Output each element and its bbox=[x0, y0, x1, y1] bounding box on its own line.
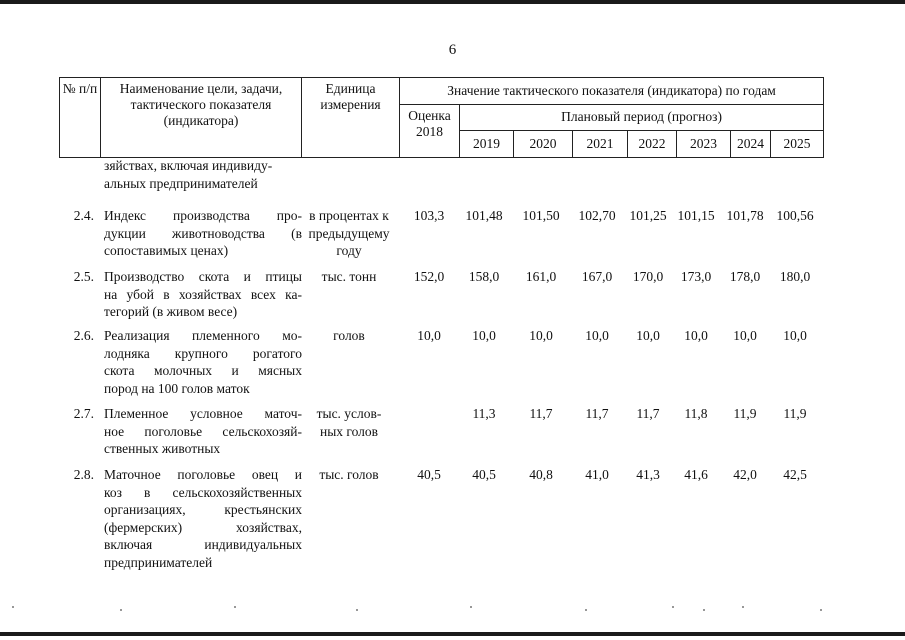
row-number: 2.5. bbox=[73, 269, 94, 284]
row-value: 11,7 bbox=[585, 406, 609, 421]
row-number: 2.4. bbox=[73, 208, 94, 223]
row-name bbox=[104, 466, 302, 571]
header-year: 2019 bbox=[460, 131, 514, 158]
row-value: 42,5 bbox=[783, 467, 807, 482]
row-value: 41,6 bbox=[684, 467, 708, 482]
row-value: 10,0 bbox=[417, 328, 441, 343]
row-value: 100,56 bbox=[776, 208, 814, 223]
row-value: 11,7 bbox=[636, 406, 660, 421]
row-name-line: на убой в хозяйствах всех ка- bbox=[104, 286, 302, 302]
row-value: 101,48 bbox=[465, 208, 503, 223]
row-unit-line: в процентах к bbox=[309, 208, 389, 223]
row-name-line: Маточное поголовье овец и bbox=[104, 467, 302, 482]
scan-speck bbox=[12, 606, 14, 608]
row-name-line: пород на 100 голов маток bbox=[104, 380, 250, 396]
row-name-line: лодняка крупного рогатого bbox=[104, 345, 302, 361]
continuation-line: зяйствах, включая индивиду- bbox=[104, 158, 273, 173]
row-unit bbox=[301, 327, 397, 345]
row-unit-line: ных голов bbox=[319, 423, 379, 439]
row-value: 102,70 bbox=[578, 208, 616, 223]
row-unit-line: году bbox=[336, 243, 362, 258]
row-value: 41,0 bbox=[585, 467, 609, 482]
row-name bbox=[104, 405, 302, 458]
row-value: 11,9 bbox=[733, 406, 757, 421]
row-number: 2.6. bbox=[73, 328, 94, 343]
row-value: 40,5 bbox=[417, 467, 441, 482]
header-year: 2023 bbox=[677, 131, 731, 158]
row-name-line: предпринимателей bbox=[104, 554, 213, 570]
header-name: Наименование цели, задачи, тактического показателя (индикатора) bbox=[101, 78, 302, 158]
continuation-line: альных предпринимателей bbox=[104, 175, 258, 191]
row-unit-line: предыдущему bbox=[308, 225, 390, 241]
scan-speck bbox=[470, 606, 472, 608]
row-name bbox=[104, 327, 302, 397]
row-value: 11,8 bbox=[684, 406, 708, 421]
page-number: 6 bbox=[448, 42, 457, 58]
row-name-line: дукции животноводства (в bbox=[104, 225, 302, 241]
row-unit-line: голов bbox=[333, 328, 365, 343]
row-unit-line: тыс. голов bbox=[319, 467, 379, 482]
scan-edge-bottom bbox=[0, 632, 905, 636]
row-value: 158,0 bbox=[468, 269, 500, 284]
row-value: 180,0 bbox=[779, 269, 811, 284]
row-value: 41,3 bbox=[636, 467, 660, 482]
scan-speck bbox=[356, 609, 358, 611]
continuation-text bbox=[104, 157, 302, 192]
row-name-line: ственных животных bbox=[104, 441, 221, 456]
row-value: 11,9 bbox=[783, 406, 807, 421]
row-value: 40,5 bbox=[472, 467, 496, 482]
scan-speck bbox=[703, 609, 705, 611]
row-value: 170,0 bbox=[632, 269, 664, 284]
header-year: 2024 bbox=[731, 131, 771, 158]
scan-speck bbox=[120, 609, 122, 611]
row-value: 10,0 bbox=[529, 328, 553, 343]
header-year: 2022 bbox=[628, 131, 677, 158]
row-name-line: ное поголовье сельскохозяй- bbox=[104, 423, 302, 439]
header-unit: Единица измерения bbox=[302, 78, 400, 158]
row-value: 10,0 bbox=[684, 328, 708, 343]
row-unit bbox=[301, 405, 397, 440]
row-number: 2.7. bbox=[73, 406, 94, 421]
header-values-group: Значение тактического показателя (индикатора) по годам bbox=[400, 78, 824, 105]
row-unit-line: тыс. услов- bbox=[316, 406, 382, 421]
row-name-line: Индекс производства про- bbox=[104, 208, 302, 223]
row-value: 167,0 bbox=[581, 269, 613, 284]
row-value: 101,15 bbox=[677, 208, 715, 223]
row-name-line: Племенное условное маточ- bbox=[104, 406, 302, 421]
row-name bbox=[104, 207, 302, 260]
row-value: 178,0 bbox=[729, 269, 761, 284]
row-value: 10,0 bbox=[733, 328, 757, 343]
row-value: 173,0 bbox=[680, 269, 712, 284]
row-unit-line: тыс. тонн bbox=[321, 269, 377, 284]
row-value: 103,3 bbox=[413, 208, 445, 223]
row-value: 161,0 bbox=[525, 269, 557, 284]
scan-speck bbox=[585, 609, 587, 611]
row-value: 152,0 bbox=[413, 269, 445, 284]
scan-speck bbox=[672, 606, 674, 608]
row-name-line: тегорий (в живом весе) bbox=[104, 304, 238, 319]
row-value: 101,78 bbox=[726, 208, 764, 223]
row-value: 42,0 bbox=[733, 467, 757, 482]
row-value: 10,0 bbox=[585, 328, 609, 343]
row-name-line: организациях, крестьянских bbox=[104, 502, 302, 517]
row-value: 10,0 bbox=[472, 328, 496, 343]
row-value: 101,25 bbox=[629, 208, 667, 223]
row-name-line: Реализация племенного мо- bbox=[104, 328, 302, 343]
row-unit bbox=[301, 207, 397, 260]
row-name-line: скота молочных и мясных bbox=[104, 363, 302, 378]
row-value: 10,0 bbox=[783, 328, 807, 343]
row-name-line: включая индивидуальных bbox=[104, 537, 302, 552]
header-plan-period: Плановый период (прогноз) bbox=[460, 104, 824, 131]
row-name-line: (фермерских) хозяйствах, bbox=[104, 519, 302, 535]
header-num: № п/п bbox=[60, 78, 101, 158]
header-year: 2025 bbox=[771, 131, 824, 158]
scan-speck bbox=[820, 609, 822, 611]
scan-speck bbox=[234, 606, 236, 608]
row-name-line: коз в сельскохозяйственных bbox=[104, 484, 302, 500]
row-value: 101,50 bbox=[522, 208, 560, 223]
row-value: 10,0 bbox=[636, 328, 660, 343]
scan-speck bbox=[742, 606, 744, 608]
header-estimate: Оценка 2018 bbox=[400, 104, 460, 157]
header-year: 2020 bbox=[514, 131, 573, 158]
header-year: 2021 bbox=[573, 131, 628, 158]
row-unit bbox=[301, 268, 397, 286]
scan-noise bbox=[0, 606, 905, 616]
row-name-line: Производство скота и птицы bbox=[104, 269, 302, 284]
row-number: 2.8. bbox=[73, 467, 94, 482]
row-value: 11,3 bbox=[472, 406, 496, 421]
row-name bbox=[104, 268, 302, 321]
row-value: 40,8 bbox=[529, 467, 553, 482]
row-unit bbox=[301, 466, 397, 484]
row-value: 11,7 bbox=[529, 406, 553, 421]
row-name-line: сопоставимых ценах) bbox=[104, 243, 229, 258]
